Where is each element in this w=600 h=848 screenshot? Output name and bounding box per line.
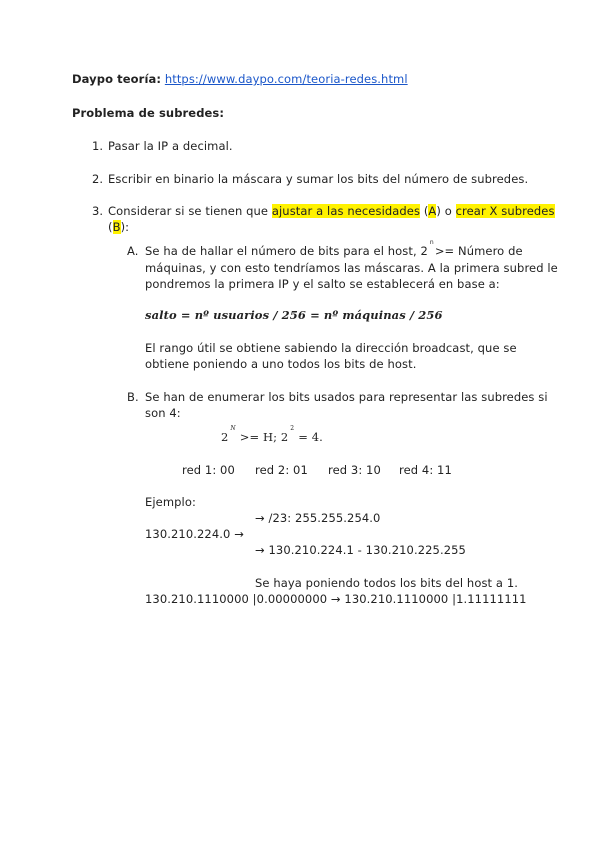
step-3-line2-open: ( (108, 220, 113, 234)
highlight-a: A (428, 204, 437, 218)
mask-arrow-line: → /23: 255.255.254.0 (255, 511, 381, 525)
ejemplo-label: Ejemplo: (145, 495, 196, 509)
section-title: Problema de subredes: (72, 106, 225, 120)
rango-line-1: El rango útil se obtiene sabiendo la dirección broadcast, que se (145, 341, 517, 355)
red-1: red 1: 00 (182, 463, 235, 477)
sub-b-line-1: Se han de enumerar los bits usados para representar las subredes si (145, 390, 548, 404)
red-3: red 3: 10 (328, 463, 381, 477)
step-3-line-1 (108, 204, 555, 218)
step-3-line2-close: ): (120, 220, 130, 234)
step-3-number: 3. (92, 204, 104, 218)
highlight-b: B (112, 220, 121, 234)
highlight-crear: crear X subredes (455, 204, 555, 218)
rango-line-2: obtiene poniendo a uno todos los bits de host. (145, 357, 417, 371)
sub-a-letter: A. (127, 244, 139, 258)
step-3-paren-close: ) o (436, 204, 456, 218)
sub-a-line-2: máquinas, y con esto tendríamos las máscaras. A la primera subred le (145, 261, 558, 275)
header-line (72, 72, 408, 86)
sub-a-line1-post: >= Número de (434, 244, 523, 258)
formula-exponent-2: 2 (290, 425, 295, 432)
bits-formula (221, 425, 323, 444)
range-arrow-line: → 130.210.224.1 - 130.210.225.255 (255, 543, 466, 557)
highlight-ajustar: ajustar a las necesidades (271, 204, 421, 218)
step-3-line-2 (108, 220, 129, 234)
red-2: red 2: 01 (255, 463, 308, 477)
sub-b-line-2: son 4: (145, 406, 181, 420)
step-1-text: Pasar la IP a decimal. (108, 139, 233, 153)
formula-end: = 4. (298, 430, 323, 444)
step-1-number: 1. (92, 139, 104, 153)
sub-a-line-3: pondremos la primera IP y el salto se establecerá en base a: (145, 277, 500, 291)
sub-b-letter: B. (127, 390, 139, 404)
binary-line: 130.210.1110000 |0.00000000 → 130.210.1110000 |1.11111111 (145, 592, 527, 606)
step-3-paren-open: ( (420, 204, 429, 218)
sub-a-line-1 (145, 239, 523, 258)
daypo-link[interactable]: https://www.daypo.com/teoria-redes.html (164, 72, 408, 86)
ip-line: 130.210.224.0 → (145, 527, 244, 541)
host-bits-line: Se haya poniendo todos los bits del host a 1. (255, 576, 518, 590)
formula-middle: >= H; 2 (239, 430, 289, 444)
sub-a-exponent: n (429, 239, 434, 246)
step-2-text: Escribir en binario la máscara y sumar los bits del número de subredes. (108, 172, 529, 186)
salto-formula: salto = nº usuarios / 256 = nº máquinas / 256 (145, 308, 443, 322)
formula-exponent-n: N (230, 425, 236, 432)
red-4: red 4: 11 (399, 463, 452, 477)
step-3-pre: Considerar si se tienen que (108, 204, 272, 218)
sub-a-line1-pre: Se ha de hallar el número de bits para el host, 2 (145, 244, 428, 258)
step-2-number: 2. (92, 172, 104, 186)
header-label: Daypo teoría: (72, 72, 162, 86)
formula-base: 2 (221, 430, 229, 444)
